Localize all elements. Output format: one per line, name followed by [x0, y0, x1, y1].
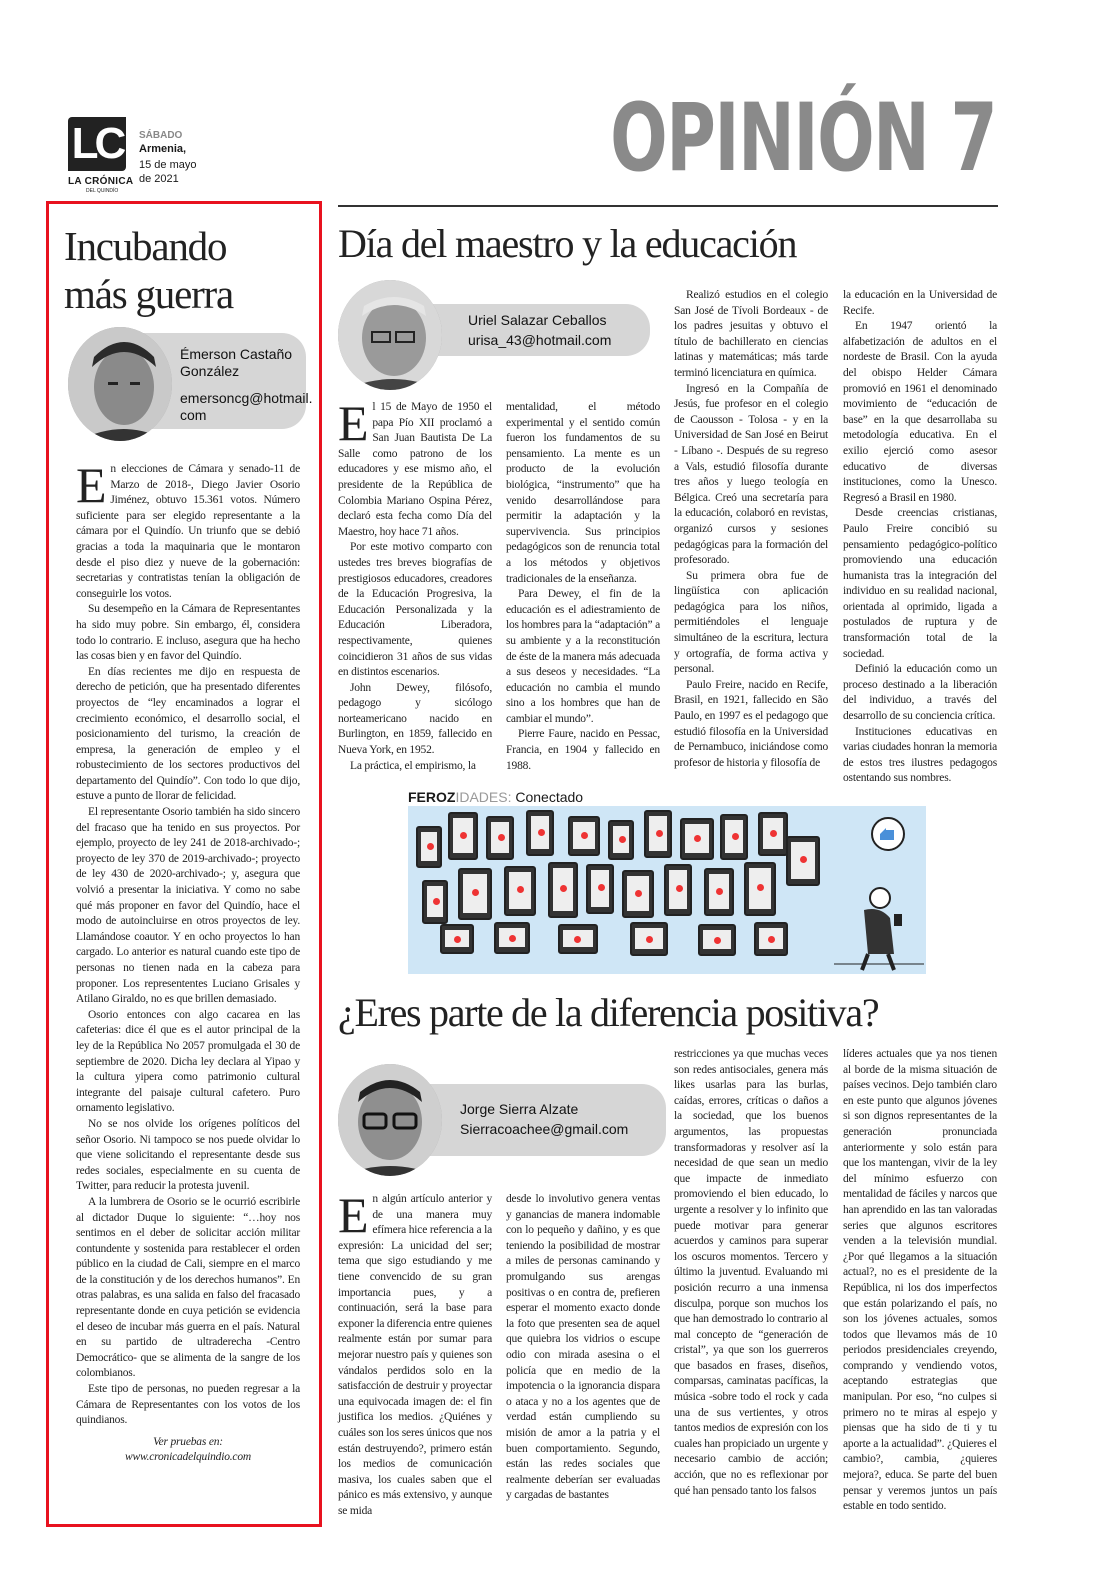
- author-photo-icon: [338, 280, 442, 390]
- paragraph: Su desempeño en la Cámara de Representantes ha sido muy pobre. Sin embargo, él, considera todo lo contrario. E incluso, asegura que ha hecho las cosas bien y en favor del Quindío.: [76, 603, 300, 663]
- paragraph: Instituciones educativas en varias ciudades honran la memoria de estos tres ilustres pedagogos ostentando sus nombres.: [843, 725, 997, 785]
- top-article-col-2: [506, 400, 660, 774]
- paragraph: A la lumbrera de Osorio se le ocurrió escribirle al dictador Duque lo siguiente: “…hoy nos sentimos en el deber de solicitar acción militar contundente y sostenida para restablecer el orden público en la ciudad de Cali, siempre en el marco de la constitución y de los derechos humanos”. En otras palabras, es una salida en falso del fracasado representante donde en cuya petición se evidencia el deseo de incubar más guerra en el país. Natural en su partido de ultraderecha -Centro Democrático- que se alimenta de la sangre de los colombianos.: [76, 1195, 300, 1380]
- paragraph: En días recientes me dijo en respuesta de derecho de petición, que ha presentado diferentes proyectos de “ley encaminados a lograr el crecimiento económico, el desarrollo social, el posicionamiento del turismo, la creación de empresa, la generación de empleo y el robustecimiento de los sectores productivos del departamento del Quindío”. Con todo lo que dijo, estuve a punto de llorar de felicidad.: [76, 665, 300, 803]
- author-photo-icon: [338, 1064, 442, 1176]
- bottom-author-name: Jorge Sierra Alzate: [460, 1101, 579, 1117]
- top-author-name: Uriel Salazar Ceballos: [468, 312, 607, 328]
- paragraph: restricciones ya que muchas veces son redes antisociales, genera más likes usarlas para las burlas, caídas, errores, críticas o daños a la sociedad, que los buenos argumentos, las propuestas transformadoras y resolver así la necesidad de que sean un medio que impacte de inmediato promoviendo el bien educado, lo urgente a resolver y lo infinito que puede motivar para generar acuerdos y caminos para superar los oscuros momentos. Tercero y último la juventud. Evaluando mi posición recurro a una inmensa disculpa, porque son muchos los que han demostrado lo contrario al mal concepto de “generación de cristal”, ya que son los guerreros que basados en frases, diseños, comparsas, caminatas pacíficas, la música -sobre todo el rock y cada una de sus vertientes, y otros tantos medios de expresión con los cuales han propiciado un urgente y necesario cambio de acción; acción, que no es reflexionar por qué han pensado tanto los falsos: [674, 1048, 828, 1497]
- paragraph: John Dewey, filósofo, pedagogo y sicólogo norteamericano nacido en Burlington, en 1859, fallecido en Nueva York, en 1952.: [338, 681, 492, 757]
- paragraph: desde lo involutivo genera ventas y ganancias de manera indomable con lo pequeño y dañino, y es que teniendo la posibilidad de mostrar a miles de personas caminando y promulgando sus arengas positivas o en contra de, prefieren esperar el momento exacto donde la foto que presenten sea de aquel que quiebra los vidrios o escupe odio con mirada asesina o el policía que en medio de la impotencia o la ignorancia dispara o ataca y no a los agentes que de verdad están cumpliendo su misión de amor a la patria y el buen comportamiento. Segundo, están las redes sociales que realmente deberían ser evaluadas y cargadas de bastantes: [506, 1193, 660, 1502]
- bottom-author-photo: [338, 1064, 442, 1176]
- dropcap: E: [338, 395, 369, 451]
- bottom-article-col-4: [843, 1047, 997, 1515]
- paragraph: Su primera obra fue de lingüística con aplicación pedagógica para los niños, permitiéndoles el lenguaje simultáneo de la escritura, lectura y ortografía, de forma activa y personal.: [674, 569, 828, 676]
- top-article-col-3: [674, 288, 828, 771]
- bottom-article-title: ¿Eres parte de la diferencia positiva?: [338, 990, 879, 1035]
- paragraph: El 15 de Mayo de 1950 el papa Pío XII proclamó a San Juan Bautista De La Salle como patrono de los educadores y ese mismo año, el presidente de la República de Colombia Mariano Ospina Pérez, declaró esta fecha como Día del Maestro, hoy hace 71 años.: [338, 395, 492, 538]
- paragraph: En algún artículo anterior y de una manera muy efímera hice referencia a la expresión: La unicidad del ser; tema que sigo estudiando y me tiene convencido de su gran importancia pues, y a continuación, será la base para exponer la diferencia entre quienes realmente están por sumar para mejorar nuestro país y quienes son vándalos perdidos solo en la satisfacción de destruir y proyectar una equivocada imagen de: el fin justifica los medios. ¿Quiénes y cuáles son los seres únicos que nos están destruyendo?, primero están los medios de comunicación masiva, los cuales saben que el pánico es más extensivo, y aunque se mida: [338, 1187, 492, 1517]
- dropcap: E: [76, 457, 107, 513]
- date-city: Armenia,: [139, 143, 187, 155]
- top-author-photo: [338, 280, 442, 390]
- cartoon-title: [408, 789, 583, 805]
- header-rule: [338, 205, 998, 207]
- cartoon-title-rest: Conectado: [515, 789, 584, 805]
- left-article-body: [76, 457, 300, 1466]
- paragraph: Osorio entonces con algo cacarea en las cafeterias: dice él que es el autor principal de la ley de la República No 2057 promulgada el 30 de septiembre de 2020. Dicha ley declara al Yipao y la cultura yipera como patrimonio cultural integrante del paisaje cultural cafetero. Puro ornamento legislativo.: [76, 1008, 300, 1115]
- cartoon-title-bold: FEROZ: [408, 789, 456, 805]
- top-author-email[interactable]: urisa_43@hotmail.com: [468, 332, 612, 348]
- cartoon-title-grey: IDADES:: [455, 789, 512, 805]
- paragraph: Paulo Freire, nacido en Recife, Brasil, en 1921, fallecido en São Paulo, en 1997 es el pedagogo que estudió filosofía en la Universidad de Pernambuco, iniciándose como profesor de historia y filosofía de: [674, 678, 828, 769]
- paragraph: Desde creencias cristianas, Paulo Freire concibió su pensamiento pedagógico-político promoviendo una educación humanista tras la integración del individuo en su realidad nacional, orientada al oprimido, ligada a postulados de ruptura y de transformación total de la sociedad.: [843, 507, 997, 660]
- author-line-1: Émerson Castaño: [180, 346, 293, 362]
- top-article-col-1: [338, 395, 492, 774]
- paragraph: No se nos olvide los orígenes políticos del señor Osorio. Ni tampoco se nos puede olvidar lo que viene solicitando el representante desde sus redes sociales, especialmente en su cuenta de Twitter, para reducir la protesta juvenil.: [76, 1117, 300, 1193]
- title-line-1: Incubando: [64, 223, 227, 269]
- date-day: SÁBADO: [139, 130, 183, 141]
- email-line-2: com: [180, 407, 207, 423]
- newspaper-logo: [68, 117, 128, 177]
- man-with-phone-icon: [828, 814, 926, 972]
- bottom-article-col-2: [506, 1192, 660, 1504]
- dropcap: E: [338, 1187, 369, 1243]
- paragraph: líderes actuales que ya nos tienen al borde de la misma situación de países vecinos. Dejo también claro en este punto que algunos jóvenes si son dignos representantes de la generación pronunciada anteriormente y solo están para que los mantengan, vivir de la ley del mínimo esfuerzo con mentalidad de fáciles y narcos que han aprendido en las tan valoradas series que algunos escritores venden a la televisión mundial. ¿Por qué llegamos a la situación actual?, no es el presidente de la República, ni los dos imperfectos que están polarizando el país, no son los jóvenes actuales, somos todos que llevamos más de 10 periodos presidenciales creyendo, comprando y vendiendo votos, aceptando estrategias que manipulan. Por eso, “no culpes si primero no te miras al espejo y piensas que ha sido de ti y tu aporte a la actualidad”. ¿Quieres el cambio?, cambia, ¿quieres mejora?, educa. Se parte del buen pensar y veremos juntos un país estable en todo sentido.: [843, 1048, 997, 1513]
- cartoon-illustration: [408, 806, 926, 974]
- paragraph: Pierre Faure, nacido en Pessac, Francia, en 1904 y fallecido en 1988.: [506, 728, 660, 772]
- title-line-2: más guerra: [64, 271, 233, 317]
- paragraph: La práctica, el empirismo, la: [350, 759, 476, 772]
- left-author-name: [180, 346, 292, 380]
- logo-sub: DEL QUINDÍO: [86, 188, 119, 194]
- bottom-author-capsule: [404, 1084, 666, 1156]
- email-line-1: emersoncg@hotmail.: [180, 390, 313, 406]
- bottom-article-col-3: [674, 1047, 828, 1499]
- paragraph: En 1947 orientó la alfabetización de adultos en el nordeste de Brasil. Con la ayuda del obispo Helder Cámara promovió en 1961 el denominado movimiento de “educación de base” en la que desarrollaba su metodología educativa. En el exilio ejerció como asesor educativo de diversas instituciones, como la Unesco. Regresó a Brasil en 1980.: [843, 320, 997, 504]
- left-article-title: [64, 222, 314, 318]
- author-photo-icon: [68, 327, 172, 441]
- paragraph: Ingresó en la Compañía de Jesús, fue profesor en el colegio de Caousson - Tolosa - y en la Universidad de San José en Beirut - Líbano -. Después de su regreso a Vals, estudió filosofía durante tres años y luego teología en Bélgica. Creó una secretaría para la educación, colaboró en revistas, organizó cursos y sesiones pedagógicas para la formación del profesorado.: [674, 382, 828, 567]
- logo-lc: LC: [68, 117, 126, 171]
- paragraph: En elecciones de Cámara y senado-11 de Marzo de 2018-, Diego Javier Osorio Jiménez, obtuvo 15.361 votos. Número suficiente para ser elegido representante a la cámara por el Quindío. Un triunfo que se debió gracias a toda la maquinaria que le montaron desde el piso diez y nueve de la gobernación: secretarias y contratistas tenían la obligación de conseguirle los votos.: [76, 457, 300, 600]
- footer-link[interactable]: www.cronicadelquindio.com: [125, 1451, 251, 1464]
- left-author-email[interactable]: [180, 390, 313, 424]
- date-line-2: de 2021: [139, 173, 179, 185]
- top-article-col-4: [843, 288, 997, 787]
- paragraph: Por este motivo comparto con ustedes tres breves biografías de prestigiosos educadores, creadores de la Educación Progresiva, la Educación Personalizada y la Educación Liberadora, respectivamente, quienes coincidieron 31 años de sus vidas en distintos escenarios.: [338, 541, 492, 679]
- left-author-photo: [68, 327, 172, 441]
- paragraph: Realizó estudios en el colegio San José de Tívoli Bordeaux - de los padres jesuitas y obtuvo el título de bachillerato en ciencias latinas y matemáticas; más tarde terminó licenciatura en química.: [674, 289, 828, 379]
- footer-note: Ver pruebas en:: [153, 1435, 223, 1448]
- logo-name: LA CRÓNICA: [68, 176, 134, 187]
- paragraph: la educación en la Universidad de Recife.: [843, 289, 997, 317]
- paragraph: Para Dewey, el fin de la educación es el adiestramiento de los hombres para la “adaptación” a su ambiente y a la reconstitución de éste de la manera más adecuada a sus deseos y necesidades. “La educación no cambia el mundo sino a los hombres que han de cambiar el mundo”.: [506, 588, 660, 725]
- paragraph: mentalidad, el método experimental y el sentido común fueron los fundamentos de su pensamiento. La mente es un producto de la evolución biológica, “instrumento” que ha venido desarrollándose para permitir la adaptación y la supervivencia. Sus principios pedagógicos son de renuncia total a los métodos y objetivos tradicionales de la enseñanza.: [506, 401, 660, 585]
- section-title: OPINIÓN 7: [609, 84, 996, 193]
- paragraph: Definió la educación como un proceso destinado a la liberación del individuo, a través del desarrollo de su conciencia crítica.: [843, 663, 997, 723]
- date-text: [139, 158, 199, 186]
- paragraph: El representante Osorio también ha sido sincero del fracaso que ha tenido en sus proyectos. Por ejemplo, proyecto de ley 241 de 2018-archivado-; proyecto de ley 370 de 2019-archivado-; proyecto de ley 430 de 2020-archivado-; y, asegura que volvió a presentar la iniciativa. Y como no sabe qué más proponer en favor del Quindío, hace el modo de autoincluirse en otros proyectos de ley. Llamándose coautor. Y en ocho proyectos lo han cargado. Lo anterior es natural cuando este tipo de personas no tienen nada en la cabeza para proponer. Los represententes Luciano Grisales y Atilano Giraldo, no es que brillen demasiado.: [76, 806, 300, 1006]
- bottom-author-email[interactable]: Sierracoachee@gmail.com: [460, 1121, 629, 1137]
- paragraph: Este tipo de personas, no pueden regresar a la Cámara de Representantes con los votos de los quindianos.: [76, 1383, 300, 1427]
- top-article-title: Día del maestro y la educación: [338, 221, 797, 266]
- bottom-article-col-1: [338, 1187, 492, 1519]
- date-line-1: 15 de mayo: [139, 159, 197, 171]
- author-line-2: González: [180, 363, 240, 379]
